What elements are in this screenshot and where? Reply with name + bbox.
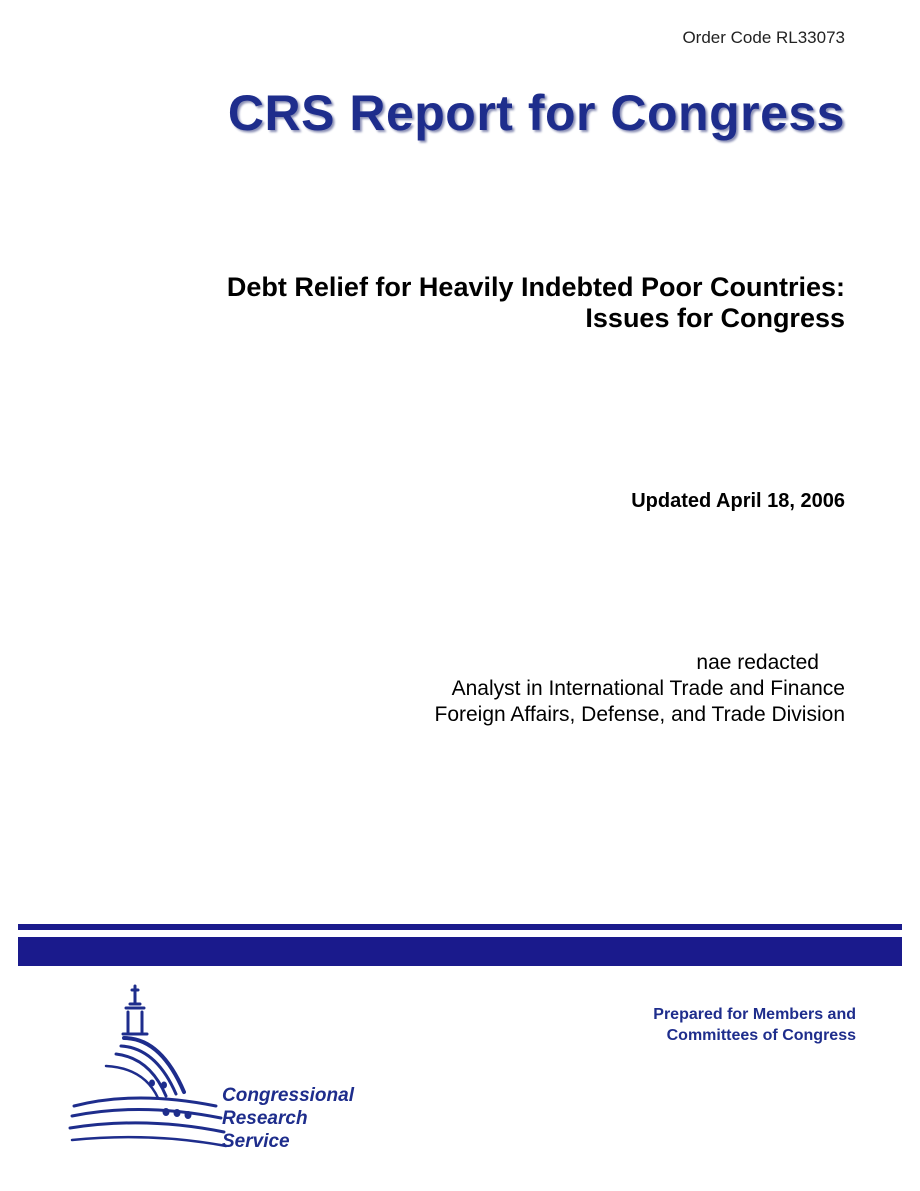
author-name: nae redacted bbox=[696, 651, 819, 674]
updated-date: Updated April 18, 2006 bbox=[631, 490, 845, 512]
prepared-for-notice bbox=[653, 1004, 856, 1046]
divider-thick bbox=[18, 937, 902, 966]
report-title bbox=[227, 272, 845, 334]
prepared-line-1: Prepared for Members and bbox=[653, 1006, 856, 1023]
author-block bbox=[435, 650, 846, 728]
report-title-line-2: Issues for Congress bbox=[585, 303, 845, 333]
author-division: Foreign Affairs, Defense, and Trade Division bbox=[434, 703, 845, 726]
crs-logo-text bbox=[222, 1084, 354, 1153]
prepared-line-2: Committees of Congress bbox=[666, 1027, 856, 1044]
report-title-line-1: Debt Relief for Heavily Indebted Poor Countries: bbox=[226, 272, 845, 302]
logo-line-2: Research bbox=[222, 1108, 308, 1129]
logo-line-1: Congressional bbox=[222, 1085, 354, 1106]
logo-line-3: Service bbox=[222, 1131, 290, 1152]
report-banner-title: CRS Report for Congress bbox=[227, 85, 845, 141]
divider-thin bbox=[18, 924, 902, 930]
author-position: Analyst in International Trade and Finance bbox=[451, 677, 845, 700]
order-code: Order Code RL33073 bbox=[682, 28, 845, 47]
